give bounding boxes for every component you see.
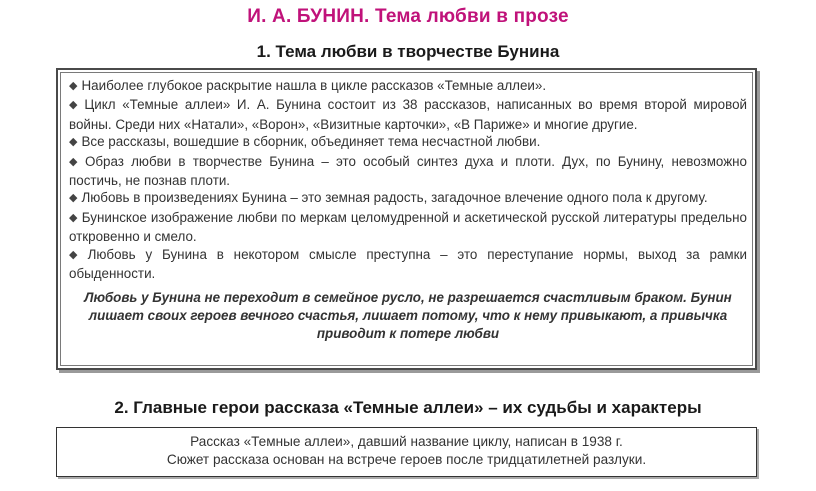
diamond-bullet-icon: ◆ [69,80,78,92]
section2-line: Сюжет рассказа основан на встрече героев после тридцатилетней разлуки. [166,452,647,467]
bullet-text: Бунинское изображение любви по меркам целомудренной и аскетической русской литературы предельно откровенно и смело. [69,209,747,245]
bullet-text: Образ любви в творчестве Бунина – это особый синтез духа и плоти. Дух, по Бунину, невозможно постичь, не познав плоти. [69,153,747,189]
bullet-item [69,96,747,133]
bullet-text: Любовь в произведениях Бунина – это земная радость, загадочное влечение одного пола к другому. [81,190,708,206]
diamond-bullet-icon: ◆ [69,99,81,112]
bullet-item [69,77,747,96]
section1-conclusion: Любовь у Бунина не переходит в семейное русло, не разрешается счастливым браком. Бунин лишает своих героев вечного счастья, лишает потому, что к нему привыкают, а привычка приводит к потере любви [84,290,732,342]
section1-heading: 1. Тема любви в творчестве Бунина [256,42,560,61]
bullet-item [69,209,747,246]
diamond-bullet-icon: ◆ [69,155,81,168]
bullet-text: Любовь у Бунина в некотором смысле преступна – это переступание нормы, выход за рамки обыденности. [69,246,747,282]
section2-heading: 2. Главные герои рассказа «Темные аллеи» – их судьбы и характеры [114,398,702,417]
bullet-text: Все рассказы, вошедшие в сборник, объединяет тема несчастной любви. [81,134,541,150]
bullet-text: Наиболее глубокое раскрытие нашла в цикле рассказов «Темные аллеи». [81,78,547,93]
section2-line: Рассказ «Темные аллеи», давший название циклу, написан в 1938 г. [190,434,623,449]
diamond-bullet-icon: ◆ [69,248,84,261]
bullet-item [69,133,747,152]
diamond-bullet-icon: ◆ [69,192,78,205]
bullet-text: Цикл «Темные аллеи» И. А. Бунина состоит из 38 рассказов, написанных во время второй мировой войны. Среди них «Натали», «Ворон», «Визитные карточки», «В Париже» и многие другие. [69,97,748,132]
page-title: И. А. БУНИН. Тема любви в прозе [247,6,569,27]
bullet-item [69,189,747,208]
bullet-item [69,246,747,283]
bullet-item [69,153,747,190]
section2-box [56,427,757,477]
diamond-bullet-icon: ◆ [69,211,78,224]
diamond-bullet-icon: ◆ [69,136,78,149]
section1-box [56,68,757,370]
